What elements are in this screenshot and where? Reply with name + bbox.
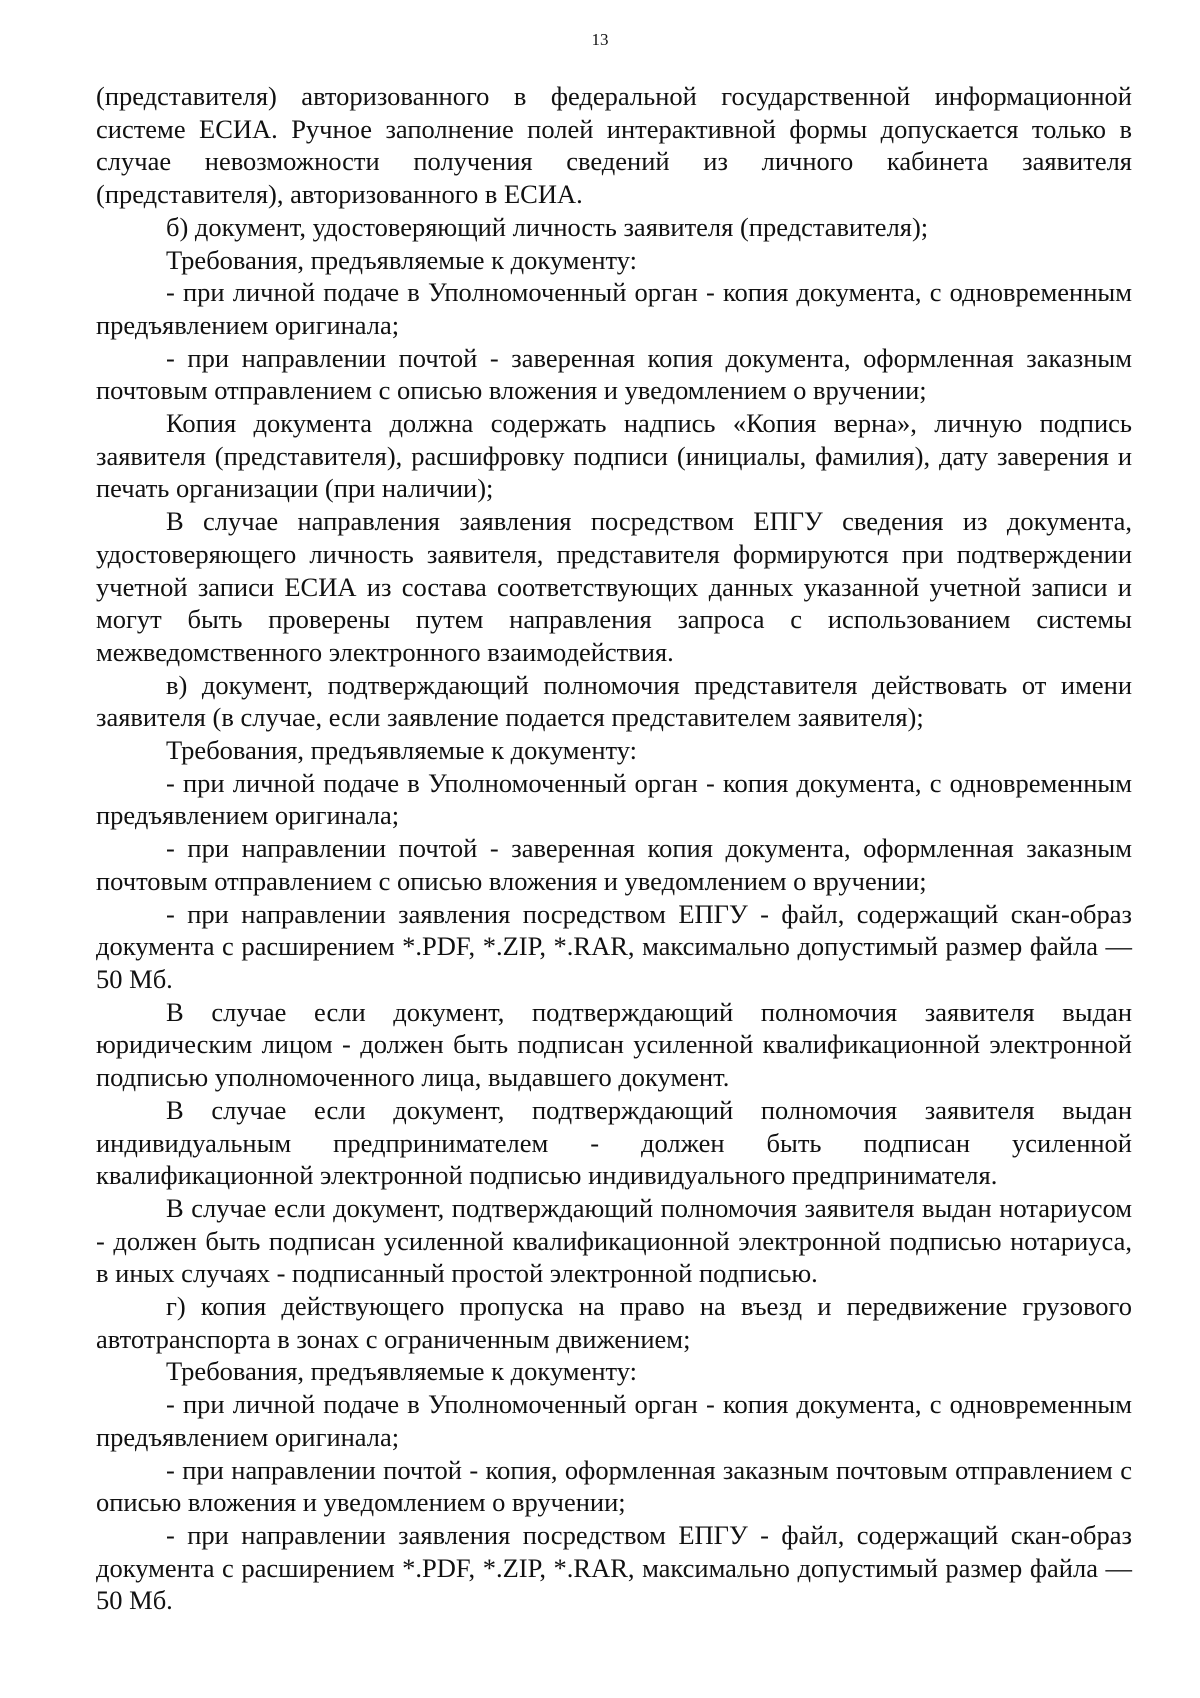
paragraph: - при личной подаче в Уполномоченный орган - копия документа, с одновременным предъявлением оригинала; xyxy=(96,767,1132,831)
paragraph: В случае направления заявления посредством ЕПГУ сведения из документа, удостоверяющего личность заявителя, представителя формируются при подтверждении учетной записи ЕСИА из состава соответствующих данных указанной учетной записи и могут быть проверены путем направления запроса с использованием системы межведомственного электронного взаимодействия. xyxy=(96,506,1132,667)
paragraph: (представителя) авторизованного в федеральной государственной информационной системе ЕСИА. Ручное заполнение полей интерактивной формы допускается только в случае невозможности получения сведений из личного кабинета заявителя (представителя), авторизованного в ЕСИА. xyxy=(96,81,1132,210)
paragraph: - при направлении заявления посредством ЕПГУ - файл, содержащий скан-образ документа с расширением *.PDF, *.ZIP, *.RAR, максимально допустимый размер файла — 50 Мб. xyxy=(96,1519,1132,1616)
paragraph: г) копия действующего пропуска на право на въезд и передвижение грузового автотранспорта в зонах с ограниченным движением; xyxy=(96,1291,1132,1354)
paragraph: В случае если документ, подтверждающий полномочия заявителя выдан нотариусом - должен быть подписан усиленной квалификационной электронной подписью нотариуса, в иных случаях - подписанный простой электронной подписью. xyxy=(96,1192,1132,1289)
paragraph: - при направлении почтой - заверенная копия документа, оформленная заказным почтовым отправлением с описью вложения и уведомлением о вручении; xyxy=(96,833,1132,896)
paragraph: В случае если документ, подтверждающий полномочия заявителя выдан юридическим лицом - должен быть подписан усиленной квалификационной электронной подписью уполномоченного лица, выдавшего документ. xyxy=(96,996,1132,1093)
page-number: 13 xyxy=(591,30,609,49)
paragraph: б) документ, удостоверяющий личность заявителя (представителя); xyxy=(166,211,929,242)
paragraph: Копия документа должна содержать надпись «Копия верна», личную подпись заявителя (представителя), расшифровку подписи (инициалы, фамилия), дату заверения и печать организации (при наличии); xyxy=(96,408,1132,504)
paragraph: - при личной подаче в Уполномоченный орган - копия документа, с одновременным предъявлением оригинала; xyxy=(96,1389,1132,1452)
paragraph: - при направлении почтой - заверенная копия документа, оформленная заказным почтовым отправлением с описью вложения и уведомлением о вручении; xyxy=(96,342,1132,406)
paragraph: Требования, предъявляемые к документу: xyxy=(166,1356,638,1387)
paragraph: Требования, предъявляемые к документу: xyxy=(166,244,638,275)
paragraph: Требования, предъявляемые к документу: xyxy=(166,735,638,766)
paragraph: - при личной подаче в Уполномоченный орган - копия документа, с одновременным предъявлением оригинала; xyxy=(96,277,1132,340)
paragraph: - при направлении заявления посредством ЕПГУ - файл, содержащий скан-образ документа с расширением *.PDF, *.ZIP, *.RAR, максимально допустимый размер файла — 50 Мб. xyxy=(96,898,1132,994)
document-body xyxy=(96,80,1132,1617)
paragraph: - при направлении почтой - копия, оформленная заказным почтовым отправлением с описью вложения и уведомлением о вручении; xyxy=(96,1454,1132,1518)
paragraph: в) документ, подтверждающий полномочия представителя действовать от имени заявителя (в случае, если заявление подается представителем заявителя); xyxy=(96,669,1132,733)
paragraph: В случае если документ, подтверждающий полномочия заявителя выдан индивидуальным предпринимателем - должен быть подписан усиленной квалификационной электронной подписью индивидуального предпринимателя. xyxy=(96,1094,1132,1191)
